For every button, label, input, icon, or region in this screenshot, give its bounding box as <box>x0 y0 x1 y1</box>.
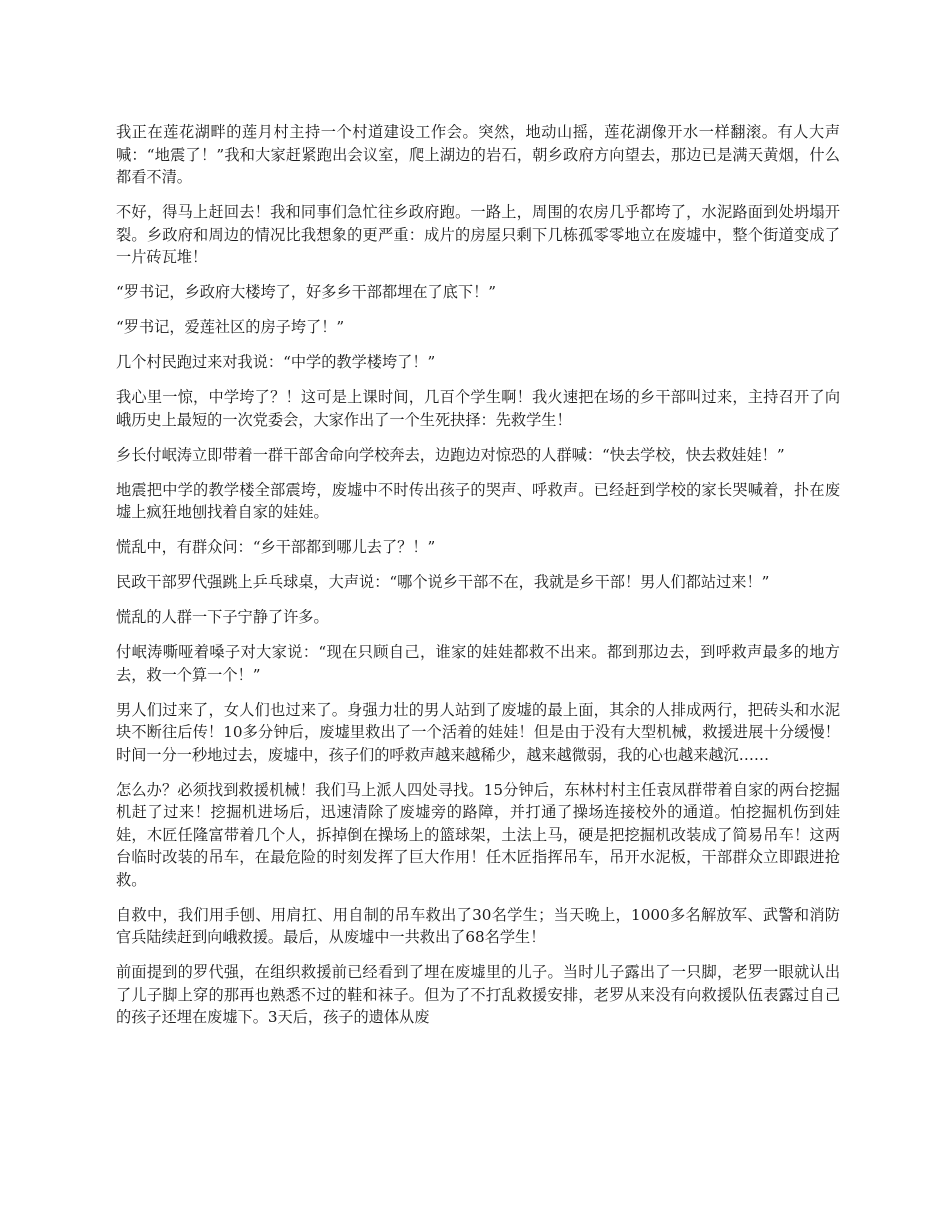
paragraph: 怎么办？必须找到救援机械！我们马上派人四处寻找。15分钟后，东林村村主任袁凤群带着自家的两台挖掘机赶了过来！挖掘机进场后，迅速清除了废墟旁的路障，并打通了操场连接校外的通道。怕挖掘机伤到娃娃，木匠任隆富带着几个人，拆掉倒在操场上的篮球架，土法上马，硬是把挖掘机改装成了简易吊车！这两台临时改装的吊车，在最危险的时刻发挥了巨大作用！任木匠指挥吊车，吊开水泥板，干部群众立即跟进抢救。 <box>116 780 840 889</box>
paragraph: 自救中，我们用手刨、用肩扛、用自制的吊车救出了30名学生；当天晚上，1000多名解放军、武警和消防官兵陆续赶到向峨救援。最后，从废墟中一共救出了68名学生！ <box>116 905 840 946</box>
paragraph: 前面提到的罗代强，在组织救援前已经看到了埋在废墟里的儿子。当时儿子露出了一只脚，老罗一眼就认出了儿子脚上穿的那再也熟悉不过的鞋和袜子。但为了不打乱救援安排，老罗从来没有向救援队伍表露过自己的孩子还埋在废墟下。3天后，孩子的遗体从废 <box>116 963 840 1026</box>
paragraph: 不好，得马上赶回去！我和同事们急忙往乡政府跑。一路上，周围的农房几乎都垮了，水泥路面到处坍塌开裂。乡政府和周边的情况比我想象的更严重：成片的房屋只剩下几栋孤零零地立在废墟中，整个街道变成了一片砖瓦堆！ <box>116 203 840 266</box>
paragraph: 慌乱的人群一下子宁静了许多。 <box>116 608 329 626</box>
paragraph: “罗书记，乡政府大楼垮了，好多乡干部都埋在了底下！” <box>116 283 497 301</box>
paragraph: 慌乱中，有群众问：“乡干部都到哪儿去了？！” <box>116 538 436 556</box>
document-body <box>116 121 840 1029</box>
paragraph: 民政干部罗代强跳上乒乓球桌，大声说：“哪个说乡干部不在，我就是乡干部！男人们都站过来！” <box>116 573 770 591</box>
paragraph: 地震把中学的教学楼全部震垮，废墟中不时传出孩子的哭声、呼救声。已经赶到学校的家长哭喊着，扑在废墟上疯狂地刨找着自家的娃娃。 <box>116 480 840 521</box>
paragraph: 男人们过来了，女人们也过来了。身强力壮的男人站到了废墟的最上面，其余的人排成两行，把砖头和水泥块不断往后传！10多分钟后，废墟里救出了一个活着的娃娃！但是由于没有大型机械，救援进展十分缓慢！时间一分一秒地过去，废墟中，孩子们的呼救声越来越稀少，越来越微弱，我的心也越来越沉…… <box>116 700 840 764</box>
paragraph: 几个村民跑过来对我说：“中学的教学楼垮了！” <box>116 353 436 371</box>
paragraph: 乡长付岷涛立即带着一群干部舍命向学校奔去，边跑边对惊恐的人群喊：“快去学校，快去救娃娃！” <box>116 445 785 464</box>
paragraph: 我正在莲花湖畔的莲月村主持一个村道建设工作会。突然，地动山摇，莲花湖像开水一样翻滚。有人大声喊：“地震了！”我和大家赶紧跑出会议室，爬上湖边的岩石，朝乡政府方向望去，那边已是满天黄烟，什么都看不清。 <box>116 123 840 186</box>
paragraph: 付岷涛嘶哑着嗓子对大家说：“现在只顾自己，谁家的娃娃都救不出来。都到那边去，到呼救声最多的地方去，救一个算一个！” <box>116 643 840 684</box>
paragraph: 我心里一惊，中学垮了？！这可是上课时间，几百个学生啊！我火速把在场的乡干部叫过来，主持召开了向峨历史上最短的一次党委会，大家作出了一个生死抉择：先救学生！ <box>116 388 840 429</box>
paragraph: “罗书记，爱莲社区的房子垮了！” <box>116 318 345 336</box>
